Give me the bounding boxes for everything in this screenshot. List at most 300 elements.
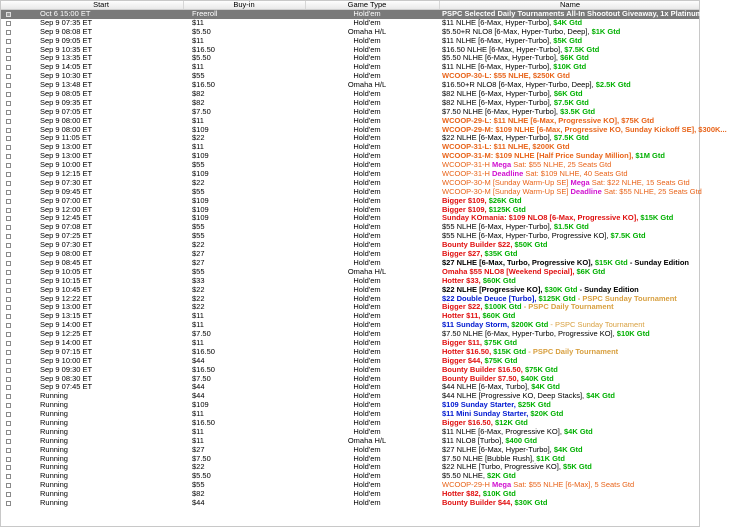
cell-game-type: Hold'em [353,106,381,116]
row-checkbox[interactable] [6,190,11,195]
cell-buyin: $44 [192,391,205,401]
row-checkbox[interactable] [6,119,11,124]
table-row[interactable] [1,446,699,455]
cell-game-type: Hold'em [353,160,381,170]
cell-game-type: Hold'em [353,293,381,303]
row-checkbox[interactable] [6,74,11,79]
table-row[interactable] [1,232,699,241]
table-row[interactable] [1,481,699,490]
cell-buyin: $22 [192,462,205,472]
cell-start: Sep 9 13:15 ET [40,311,93,321]
name-segment: $60K Gtd [482,311,516,321]
name-segment: $55 NLHE [6-Max, Hyper-Turbo, Progressive KO], [442,231,611,241]
row-checkbox[interactable] [6,252,11,257]
cell-start: Running [40,462,68,472]
row-checkbox[interactable] [6,30,11,35]
cell-buyin: $22 [192,133,205,143]
row-checkbox[interactable] [6,279,11,284]
cell-buyin: $11 [192,409,204,419]
table-row[interactable] [1,348,699,357]
cell-game-type: Hold'em [353,364,381,374]
cell-start: Sep 9 10:00 ET [40,355,93,365]
cell-buyin: $55 [192,71,205,81]
name-segment: $30K Gtd [514,497,548,507]
cell-buyin: $16.50 [192,417,215,427]
cell-buyin: $5.50 [192,26,211,36]
name-segment: $20K Gtd [530,409,564,419]
cell-game-type: Hold'em [353,151,381,161]
cell-game-type: Hold'em [353,453,381,463]
name-segment: Hotter $16.50, [442,346,494,356]
table-row[interactable] [1,499,699,508]
cell-buyin: $5.50 [192,471,211,481]
name-segment: Hotter $33, [442,275,483,285]
cell-buyin: $27 [192,257,205,267]
name-segment: - PSPC Sunday Tournament [548,320,645,330]
column-header-name[interactable]: Name [559,0,580,9]
row-checkbox[interactable] [6,332,11,337]
name-segment: $2K Gtd [487,471,516,481]
name-segment: Sat: $55 NLHE, 25 Seats Gtd [511,160,612,170]
cell-buyin: $27 [192,249,205,259]
table-row[interactable] [1,197,699,206]
cell-start: Sep 9 13:00 ET [40,151,93,161]
cell-game-type: Hold'em [353,222,381,232]
name-segment: Deadline [570,186,602,196]
cell-game-type: Hold'em [353,337,381,347]
row-checkbox[interactable] [6,430,11,435]
cell-start: Sep 9 08:00 ET [40,249,93,259]
row-checkbox[interactable] [6,448,11,453]
name-segment: $7.5K Gtd [610,231,646,241]
row-checkbox[interactable] [6,225,11,230]
cell-buyin: $11 [192,35,204,45]
row-checkbox[interactable] [6,39,11,44]
row-checkbox[interactable] [6,385,11,390]
name-segment: $109 Sunday Starter, [442,400,518,410]
table-row[interactable] [1,392,699,401]
cell-start: Sep 9 07:25 ET [40,231,93,241]
name-segment: $11 NLHE [6-Max, Hyper-Turbo], [442,62,554,72]
row-checkbox[interactable] [6,501,11,506]
name-segment: $27 NLHE [6-Max, Hyper-Turbo], [442,444,554,454]
cell-start: Sep 9 07:15 ET [40,346,93,356]
row-checkbox[interactable] [6,101,11,106]
cell-start: Sep 9 12:15 ET [40,169,93,179]
cell-game-type: Omaha H/L [347,80,387,90]
cell-start: Sep 9 14:05 ET [40,62,93,72]
cell-start: Sep 9 12:25 ET [40,329,93,339]
name-segment: $40K Gtd [520,373,554,383]
cell-start: Sep 9 08:05 ET [40,89,93,99]
table-row[interactable] [1,28,699,37]
row-checkbox[interactable] [6,403,11,408]
name-segment: WCOOP-30-L: $55 NLHE, $250K Gtd [442,71,570,81]
name-segment: $4K Gtd [586,391,615,401]
name-segment: $7.5K Gtd [564,44,600,54]
cell-game-type: Hold'em [353,257,381,267]
name-segment: Bigger $11, [442,337,485,347]
row-checkbox[interactable] [6,483,11,488]
row-checkbox[interactable] [6,297,11,302]
name-segment: $25K Gtd [517,400,551,410]
row-checkbox[interactable] [6,56,11,61]
name-segment: $6K Gtd [560,53,589,63]
name-segment: Bigger $16.50, [442,417,495,427]
table-row[interactable] [1,268,699,277]
table-row[interactable] [1,214,699,223]
cell-game-type: Hold'em [353,44,381,54]
cell-start: Sep 9 10:00 ET [40,160,93,170]
name-segment: $3.5K Gtd [560,106,596,116]
name-segment: $5.50+R NLO8 [6-Max, Hyper-Turbo, Deep], [442,26,592,36]
name-segment: $6K Gtd [576,266,606,276]
row-checkbox[interactable] [6,261,11,266]
name-segment: $44 NLHE [Progressive KO, Deep Stacks], [442,391,587,401]
cell-game-type: Hold'em [353,71,381,81]
cell-game-type: Hold'em [353,480,381,490]
name-segment: Hotter $82, [442,489,483,499]
cell-start: Sep 9 07:45 ET [40,382,93,392]
name-segment: $4K Gtd [553,444,583,454]
cell-start: Sep 9 07:05 ET [40,106,93,116]
cell-buyin: $11 [192,62,204,72]
row-checkbox[interactable] [6,394,11,399]
name-segment: $125K Gtd [538,293,576,303]
cell-start: Sep 9 12:45 ET [40,213,93,223]
cell-buyin: $44 [192,382,205,392]
table-row[interactable] [1,455,699,464]
cell-buyin: $44 [192,497,205,507]
name-segment: Bigger $109, [442,204,489,214]
name-segment: $1.5K Gtd [553,222,589,232]
cell-buyin: $109 [192,151,209,161]
table-row[interactable] [1,357,699,366]
row-checkbox[interactable] [6,234,11,239]
cell-game-type: Hold'em [353,426,381,436]
cell-start: Sep 9 10:35 ET [40,44,93,54]
cell-start: Running [40,400,68,410]
table-row[interactable] [1,63,699,72]
cell-game-type: Hold'em [353,444,381,454]
cell-game-type: Hold'em [353,97,381,107]
cell-start: Sep 9 12:22 ET [40,293,93,303]
cell-game-type: Hold'em [353,213,381,223]
name-segment: $15K Gtd [594,257,628,267]
cell-start: Oct 6 15:00 ET [40,9,91,18]
name-segment: Bounty Builder $44, [442,497,515,507]
cell-start: Running [40,391,68,401]
cell-buyin: $5.50 [192,53,211,63]
name-segment: $200K Gtd [511,320,549,330]
row-checkbox[interactable] [6,48,11,53]
name-segment: $22 NLHE [Progressive KO], [442,284,545,294]
row-checkbox[interactable] [6,439,11,444]
name-segment: WCOOP-30-M [Sunday Warm-Up SE] [442,177,571,187]
name-segment: - PSPC Sunday Tournament [575,293,677,303]
name-segment: - Sunday Edition [627,257,690,267]
name-segment: $2.5K Gtd [595,80,631,90]
cell-buyin: $22 [192,293,205,303]
cell-start: Running [40,489,68,499]
cell-start: Sep 9 12:00 ET [40,204,93,214]
cell-game-type: Hold'em [353,400,381,410]
cell-buyin: $22 [192,177,205,187]
cell-buyin: $11 [192,426,204,436]
cell-game-type: Hold'em [353,471,381,481]
cell-start: Sep 9 13:48 ET [40,80,93,90]
cell-start: Running [40,444,68,454]
cell-buyin: $55 [192,480,205,490]
name-segment: $22 NLHE [6-Max, Hyper-Turbo], [442,133,554,143]
name-segment: Bounty Builder $16.50, [442,364,525,374]
cell-buyin: $11 [192,320,204,330]
cell-buyin: $16.50 [192,364,215,374]
table-row[interactable] [1,186,702,197]
row-checkbox[interactable] [6,377,11,382]
cell-buyin: $16.50 [192,80,215,90]
cell-game-type: Omaha H/L [347,266,387,276]
row-checkbox[interactable] [6,492,11,497]
name-segment: $22 Double Deuce [Turbo], [442,293,539,303]
column-header-buyin[interactable]: Buy-in [233,0,255,9]
name-segment: $26K Gtd [488,195,522,205]
table-row[interactable] [1,124,727,135]
name-segment: Bigger $109, [442,195,489,205]
cell-game-type: Hold'em [353,124,381,134]
row-checkbox[interactable] [6,412,11,417]
row-checkbox[interactable] [6,368,11,373]
name-segment: WCOOP-31-H [442,169,493,179]
table-row[interactable] [1,303,699,312]
table-row[interactable] [1,366,699,375]
name-segment: $27 NLHE [6-Max, Turbo, Progressive KO], [442,257,595,267]
row-checkbox[interactable] [6,65,11,70]
cell-start: Sep 9 13:00 ET [40,142,93,152]
cell-buyin: $109 [192,169,209,179]
cell-buyin: $16.50 [192,346,215,356]
name-segment: $16.50 NLHE [6-Max, Hyper-Turbo], [442,44,565,54]
cell-game-type: Hold'em [353,186,381,196]
name-segment: Sat: $22 NLHE, 15 Seats Gtd [589,177,690,187]
name-segment: Sat: $55 NLHE, 25 Seats Gtd [601,186,702,196]
cell-game-type: Hold'em [353,195,381,205]
cell-game-type: Hold'em [353,231,381,241]
name-segment: $11 NLHE [6-Max, Hyper-Turbo], [442,17,554,27]
cell-buyin: $109 [192,195,209,205]
row-checkbox[interactable] [6,457,11,462]
row-checkbox[interactable] [6,12,11,17]
name-segment: $82 NLHE [6-Max, Hyper-Turbo], [442,97,554,107]
cell-buyin: $11 [192,337,204,347]
name-segment: Hotter $11, [442,311,483,321]
name-segment: Omaha $55 NLO8 [Weekend Special], [442,266,577,276]
name-segment: WCOOP-29-L: $11 NLHE [6-Max, Progressive KO], $75K Gtd [442,115,655,125]
name-segment: Sat: $109 NLHE, 40 Seats Gtd [523,169,628,179]
row-checkbox[interactable] [6,341,11,346]
row-checkbox[interactable] [6,421,11,426]
cell-buyin: $55 [192,160,205,170]
tournament-rows [1,9,730,508]
cell-game-type: Hold'em [353,320,381,330]
row-checkbox[interactable] [6,288,11,293]
table-row[interactable] [1,46,699,55]
cell-buyin: $33 [192,275,205,285]
cell-game-type: Hold'em [353,35,381,45]
cell-game-type: Hold'em [353,373,381,383]
cell-start: Sep 9 07:30 ET [40,177,93,187]
cell-game-type: Hold'em [353,275,381,285]
row-checkbox[interactable] [6,110,11,115]
table-row[interactable] [1,419,699,428]
cell-game-type: Hold'em [353,382,381,392]
name-segment: WCOOP-31-L: $11 NLHE, $200K Gtd [442,142,570,152]
name-segment: $15K Gtd [640,213,674,223]
row-checkbox[interactable] [6,305,11,310]
cell-start: Sep 9 07:00 ET [40,195,93,205]
row-checkbox[interactable] [6,314,11,319]
cell-game-type: Hold'em [353,302,381,312]
cell-buyin: $7.50 [192,106,211,116]
name-segment: $4K Gtd [564,426,593,436]
row-checkbox[interactable] [6,323,11,328]
name-segment: WCOOP-31-H [442,160,493,170]
table-row[interactable] [1,241,699,250]
table-row[interactable] [1,134,699,143]
cell-game-type: Hold'em [353,9,381,18]
table-row[interactable] [1,9,730,19]
name-segment: Mega [492,480,512,490]
table-row[interactable] [1,375,699,384]
cell-buyin: $55 [192,231,205,241]
cell-buyin: $22 [192,302,205,312]
row-checkbox[interactable] [6,136,11,141]
cell-start: Running [40,480,68,490]
table-row[interactable] [1,437,699,446]
name-segment: $5K Gtd [553,35,583,45]
row-checkbox[interactable] [6,465,11,470]
row-checkbox[interactable] [6,154,11,159]
cell-game-type: Hold'em [353,169,381,179]
name-segment: - Sunday Edition [577,284,639,294]
row-checkbox[interactable] [6,216,11,221]
cell-buyin: $7.50 [192,453,211,463]
cell-buyin: $82 [192,489,205,499]
cell-buyin: $82 [192,97,205,107]
row-checkbox[interactable] [6,145,11,150]
cell-start: Sep 9 14:00 ET [40,320,93,330]
cell-start: Sep 9 10:15 ET [40,275,93,285]
table-row[interactable] [1,90,699,99]
row-checkbox[interactable] [6,181,11,186]
row-checkbox[interactable] [6,350,11,355]
name-segment: Bigger $44, [442,355,485,365]
name-segment: $400 Gtd [505,435,538,445]
table-row[interactable] [1,330,699,339]
name-segment: $4K Gtd [531,382,560,392]
cell-start: Sep 9 13:35 ET [40,53,93,63]
column-header-game-type[interactable]: Game Type [347,0,387,9]
name-segment: $75K Gtd [484,355,518,365]
cell-buyin: $109 [192,400,209,410]
table-row[interactable] [1,54,699,63]
name-segment: Sat: $55 NLHE [6-Max], 5 Seats Gtd [511,480,635,490]
cell-start: Sep 9 10:30 ET [40,71,93,81]
name-segment: $11 Sunday Storm, [442,320,512,330]
cell-game-type: Omaha H/L [347,435,387,445]
column-header-start[interactable]: Start [93,0,109,9]
cell-game-type: Hold'em [353,346,381,356]
name-segment: $125K Gtd [488,204,526,214]
table-row[interactable] [1,463,699,472]
row-checkbox[interactable] [6,92,11,97]
cell-game-type: Omaha H/L [347,26,387,36]
name-segment: $6K Gtd [553,89,583,99]
row-checkbox[interactable] [6,128,11,133]
table-row[interactable] [1,410,699,419]
cell-buyin: $109 [192,204,209,214]
row-checkbox[interactable] [6,474,11,479]
name-segment: $11 Mini Sunday Starter, [442,409,531,419]
cell-start: Sep 9 10:05 ET [40,266,93,276]
cell-game-type: Hold'em [353,489,381,499]
table-row[interactable] [1,401,699,410]
cell-start: Sep 9 09:30 ET [40,364,93,374]
cell-game-type: Hold'em [353,417,381,427]
cell-start: Sep 9 11:05 ET [40,133,92,143]
name-segment: $75K Gtd [524,364,558,374]
row-checkbox[interactable] [6,172,11,177]
row-checkbox[interactable] [6,199,11,204]
cell-start: Running [40,417,68,427]
row-checkbox[interactable] [6,83,11,88]
name-segment: $22 NLHE [Turbo, Progressive KO], [442,462,564,472]
name-segment: $11 NLO8 [Turbo], [442,435,506,445]
table-row[interactable] [1,81,699,90]
cell-buyin: Freeroll [192,9,218,18]
cell-buyin: $82 [192,89,205,99]
row-checkbox[interactable] [6,270,11,275]
name-segment: $1K Gtd [591,26,621,36]
row-checkbox[interactable] [6,359,11,364]
cell-game-type: Hold'em [353,497,381,507]
row-checkbox[interactable] [6,243,11,248]
name-segment: $4K Gtd [553,17,583,27]
name-segment: $7.50 NLHE [Bubble Rush], [442,453,537,463]
name-segment: Sunday KOmania: $109 NLO8 [6-Max, Progressive KO], [442,213,641,223]
name-segment: $1K Gtd [536,453,565,463]
name-segment: $100K Gtd [484,302,522,312]
cell-buyin: $11 [192,17,204,27]
cell-buyin: $11 [192,142,204,152]
name-segment: PSPC Selected Daily Tournaments All-In Shootout Giveaway, 1x Platinum Pass ... [442,9,730,18]
row-checkbox[interactable] [6,21,11,26]
cell-buyin: $11 [192,435,204,445]
name-segment: $50K Gtd [514,240,548,250]
cell-buyin: $7.50 [192,329,211,339]
cell-buyin: $22 [192,240,205,250]
cell-buyin: $55 [192,186,205,196]
row-checkbox[interactable] [6,163,11,168]
name-segment: $11 NLHE [6-Max, Progressive KO], [442,426,564,436]
cell-start: Running [40,497,68,507]
cell-game-type: Hold'em [353,462,381,472]
table-row[interactable] [1,490,699,499]
row-checkbox[interactable] [6,208,11,213]
cell-game-type: Hold'em [353,249,381,259]
cell-game-type: Hold'em [353,142,381,152]
name-segment: Bounty Builder $7.50, [442,373,521,383]
